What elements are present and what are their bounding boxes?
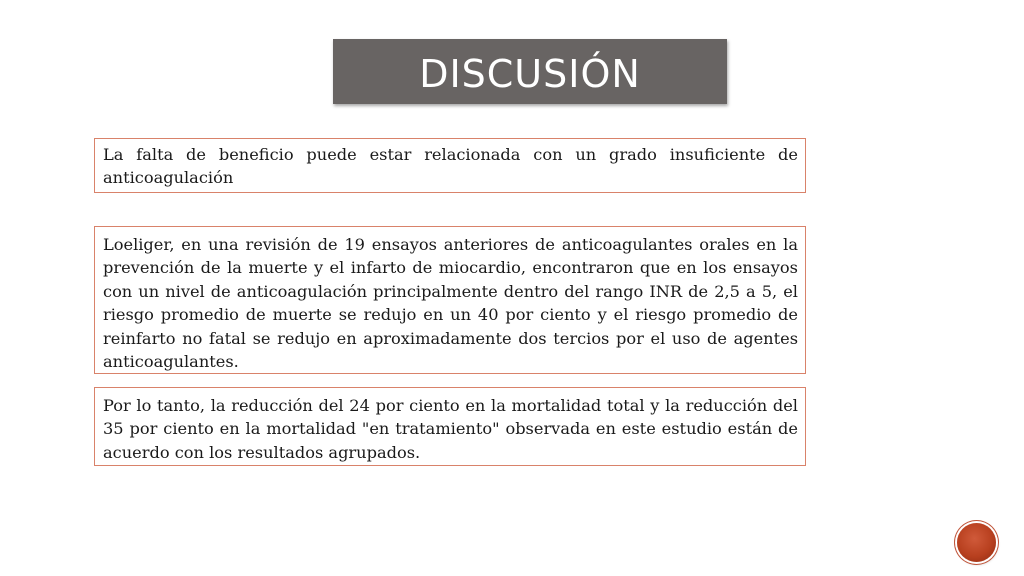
- slide-title-banner: [333, 39, 727, 104]
- paragraph-box-3: [94, 387, 806, 466]
- paragraph-box-2: [94, 226, 806, 374]
- paragraph-text-2: Loeliger, en una revisión de 19 ensayos anteriores de anticoagulantes orales en la prevención de la muerte y el infarto de miocardio, encontraron que en los ensayos con un nivel de anticoagulación principalmente dentro del rango INR de 2,5 a 5, el riesgo promedio de muerte se redujo en un 40 por ciento y el riesgo promedio de reinfarto no fatal se redujo en aproximadamente dos tercios por el uso de agentes anticoagulantes.: [103, 235, 798, 372]
- slide-number-badge-icon: [957, 523, 996, 562]
- paragraph-text-3: Por lo tanto, la reducción del 24 por ciento en la mortalidad total y la reducción del 35 por ciento en la mortalidad "en tratamiento" observada en este estudio están de acuerdo con los resultados agrupados.: [103, 396, 798, 462]
- paragraph-box-1: [94, 138, 806, 193]
- slide-title: DISCUSIÓN: [419, 51, 641, 96]
- paragraph-text-1: La falta de beneficio puede estar relacionada con un grado insuficiente de anticoagulación: [103, 145, 798, 188]
